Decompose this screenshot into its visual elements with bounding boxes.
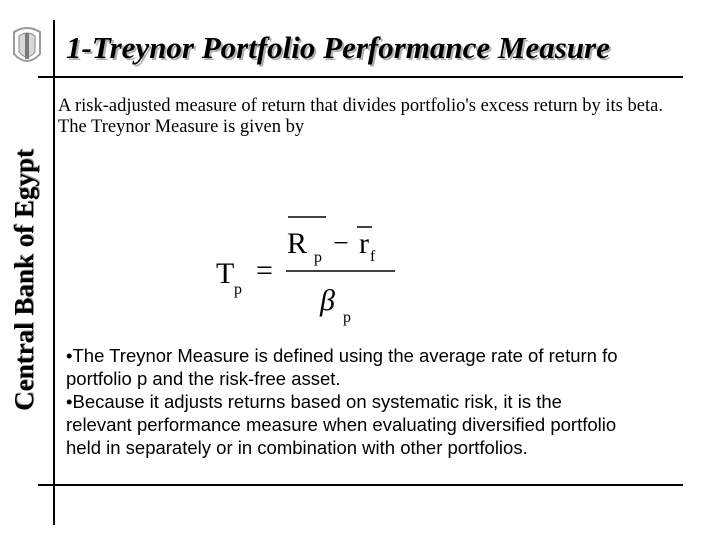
formula-numerator-r: R [287,227,308,260]
bank-emblem-icon [10,24,44,68]
title-divider [38,76,683,78]
bullet-1-line-2: portfolio p and the risk-free asset. [66,368,341,389]
formula-lhs-subscript: p [234,281,242,298]
formula-numerator-r-subscript: p [314,249,322,266]
bullet-marker: • [66,345,73,366]
bullet-marker: • [66,391,73,412]
slide-title: 1-Treynor Portfolio Performance Measure [66,30,610,65]
bullet-1-line-1 [66,344,720,367]
bullet-1-text-1: The Treynor Measure is defined using the average rate of return fo [72,345,618,366]
formula-minus: − [333,228,349,259]
formula-denominator-subscript: p [343,309,351,326]
bullet-2-line-3: held in separately or in combination with other portfolios. [66,437,528,458]
formula-numerator-rf: r [359,227,369,260]
formula-equals: = [256,254,273,287]
formula-denominator: β [320,284,335,317]
footer-divider [38,484,683,486]
formula-numerator-rf-subscript: f [370,248,376,265]
treynor-formula [190,200,420,330]
intro-text [58,96,718,138]
bullet-2-text-1: Because it adjusts returns based on systematic risk, it is the [72,391,562,412]
intro-paragraph-formula-lead: The Treynor Measure is given by [58,117,305,137]
bullet-list [66,344,720,459]
intro-paragraph-definition: A risk-adjusted measure of return that divides portfolio's excess return by its beta. [58,96,663,116]
bullet-2-line-2: relevant performance measure when evaluating diversified portfolio [66,414,617,435]
vertical-divider [53,20,55,525]
vertical-bank-name: Central Bank of Egypt [9,149,39,411]
bullet-2-line-1 [66,390,720,413]
formula-lhs: T [216,257,235,290]
